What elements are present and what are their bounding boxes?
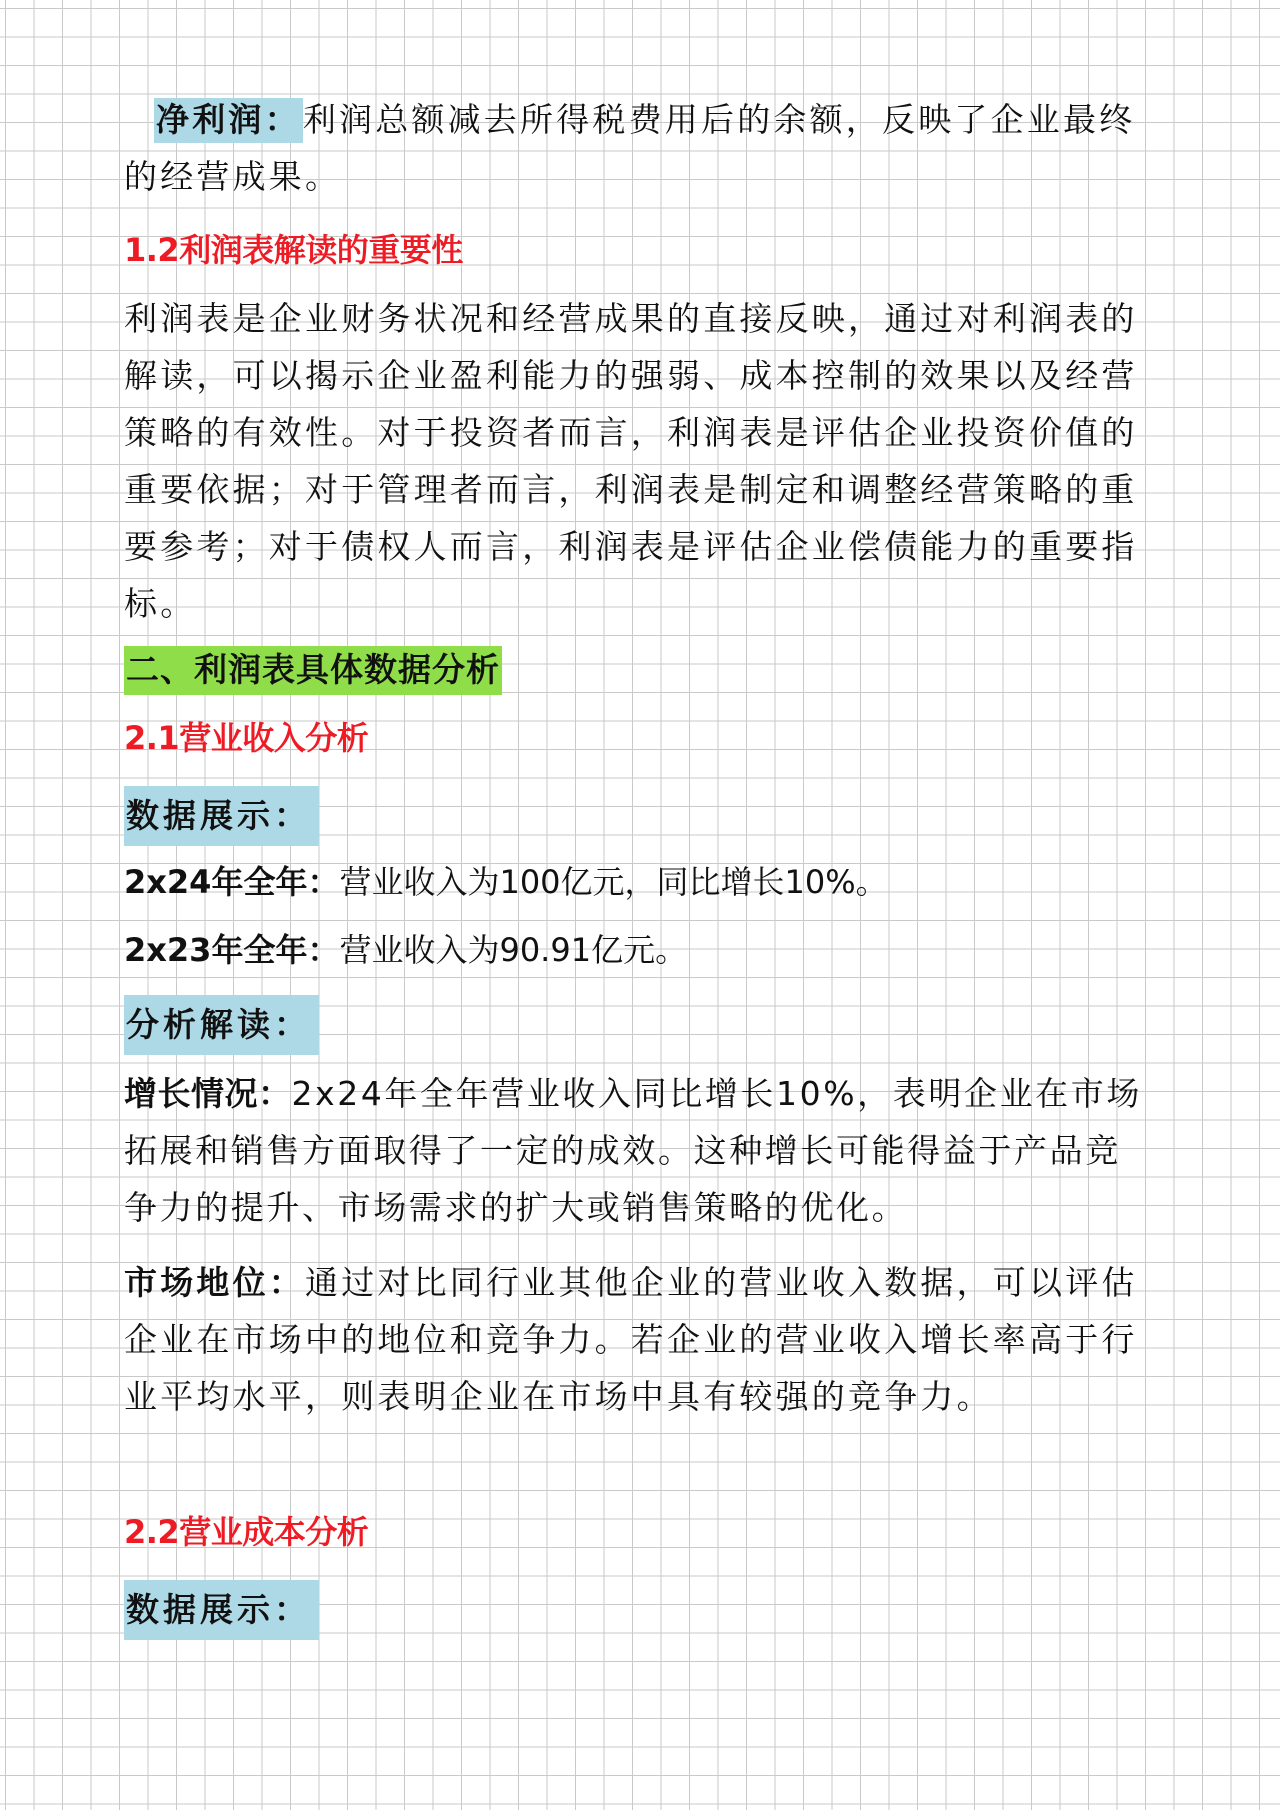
- data-line-2x24: [124, 860, 1150, 904]
- data-display-wrap-2: [124, 1580, 1150, 1640]
- chapter-2-heading: 二、利润表具体数据分析: [124, 646, 502, 695]
- net-profit-definition: 利润总额减去所得税费用后的余额，反映了企业最终的经营成果。: [124, 100, 1136, 196]
- section-2-1-heading: 2.1营业收入分析: [124, 719, 369, 757]
- chapter-2-heading-wrap: [124, 646, 1150, 694]
- data-line-2x23: [124, 928, 1150, 972]
- data-display-label-2: 数据展示：: [124, 1580, 319, 1640]
- data-display-label: 数据展示：: [124, 786, 319, 846]
- analysis-wrap: [124, 995, 1150, 1055]
- data-line-period: 2x24年全年：: [124, 863, 340, 901]
- market-paragraph: [124, 1254, 1150, 1425]
- growth-title: 增长情况：: [124, 1074, 292, 1113]
- section-2-2-heading: 2.2营业成本分析: [124, 1513, 369, 1551]
- net-profit-paragraph: [124, 91, 1150, 205]
- section-1-2-heading: 1.2利润表解读的重要性: [124, 231, 463, 269]
- data-line-value: 营业收入为90.91亿元。: [339, 931, 688, 969]
- market-title: 市场地位：: [124, 1263, 305, 1302]
- data-line-period: 2x23年全年：: [124, 931, 340, 969]
- data-line-value: 营业收入为100亿元，同比增长10%。: [339, 863, 888, 901]
- net-profit-term: 净利润：: [154, 98, 303, 143]
- growth-text: 2x24年全年营业收入同比增长10%，表明企业在市场拓展和销售方面取得了一定的成效。这种增长可能得益于产品竞争力的提升、市场需求的扩大或销售策略的优化。: [124, 1074, 1142, 1227]
- data-display-wrap: [124, 786, 1150, 846]
- analysis-label: 分析解读：: [124, 995, 319, 1055]
- market-text: 通过对比同行业其他企业的营业收入数据，可以评估企业在市场中的地位和竞争力。若企业的营业收入增长率高于行业平均水平，则表明企业在市场中具有较强的竞争力。: [124, 1263, 1138, 1416]
- growth-paragraph: [124, 1065, 1150, 1236]
- section-1-2-body: 利润表是企业财务状况和经营成果的直接反映，通过对利润表的解读，可以揭示企业盈利能力的强弱、成本控制的效果以及经营策略的有效性。对于投资者而言，利润表是评估企业投资价值的重要依据；对于管理者而言，利润表是制定和调整经营策略的重要参考；对于债权人而言，利润表是评估企业偿债能力的重要指标。: [124, 299, 1138, 623]
